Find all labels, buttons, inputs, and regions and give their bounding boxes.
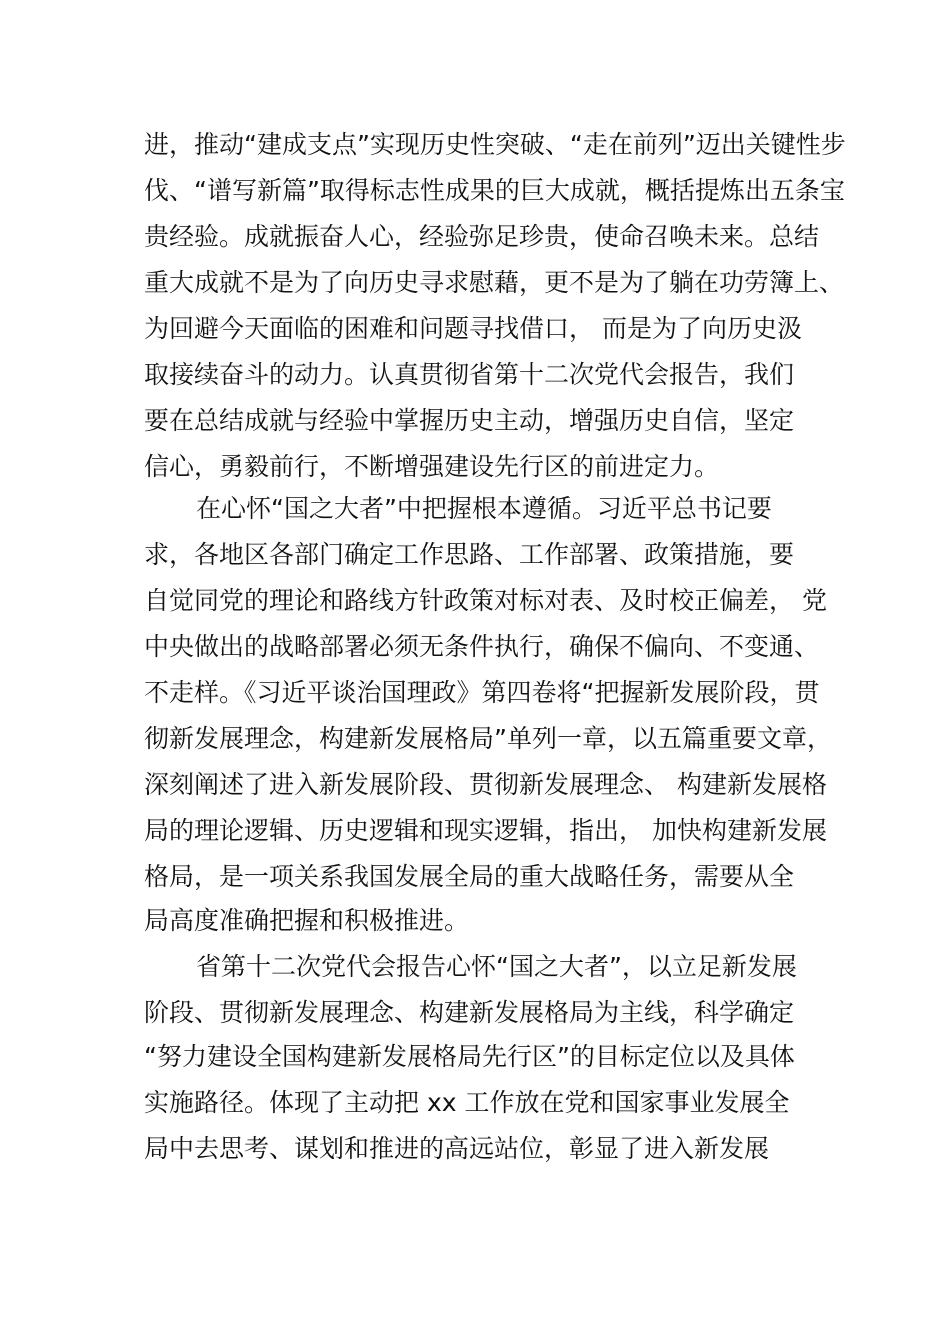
text-line: 取接续奋斗的动力。认真贯彻省第十二次党代会报告，我们	[144, 360, 795, 389]
text-line: 中央做出的战略部署必须无条件执行，确保不偏向、不变通、	[144, 632, 820, 661]
text-line: 重大成就不是为了向历史寻求慰藉，更不是为了躺在功劳簿上、	[144, 268, 845, 297]
text-line: “努力建设全国构建新发展格局先行区”的目标定位以及具体	[144, 1042, 795, 1071]
text-line: 实施路径。体现了主动把 xx 工作放在党和国家事业发展全	[144, 1088, 790, 1117]
text-line: 为回避今天面临的困难和问题寻找借口， 而是为了向历史汲	[144, 314, 802, 343]
text-line: 局中去思考、谋划和推进的高远站位，彰显了进入新发展	[144, 1134, 770, 1163]
text-line: 要在总结成就与经验中掌握历史主动，增强历史自信，坚定	[144, 406, 795, 435]
text-line: 求，各地区各部门确定工作思路、工作部署、政策措施，要	[144, 540, 795, 569]
text-line: 阶段、贯彻新发展理念、构建新发展格局为主线，科学确定	[144, 998, 795, 1027]
text-line: 自觉同党的理论和路线方针政策对标对表、及时校正偏差， 党	[144, 586, 827, 615]
text-line: 不走样。《习近平谈治国理政》第四卷将“把握新发展阶段，贯	[144, 678, 820, 707]
text-line: 进，推动“建成支点”实现历史性突破、“走在前列”迈出关键性步	[144, 130, 846, 159]
text-line: 彻新发展理念，构建新发展格局”单列一章，以五篇重要文章，	[144, 724, 832, 753]
text-line: 深刻阐述了进入新发展阶段、贯彻新发展理念、 构建新发展格	[144, 770, 827, 799]
paragraph-first-line: 省第十二次党代会报告心怀“国之大者”，以立足新发展	[196, 952, 797, 981]
text-line: 伐、“谱写新篇”取得标志性成果的巨大成就，概括提炼出五条宝	[144, 176, 845, 205]
text-line: 局高度准确把握和积极推进。	[144, 906, 470, 935]
text-line: 格局，是一项关系我国发展全局的重大战略任务，需要从全	[144, 862, 795, 891]
text-line: 信心，勇毅前行，不断增强建设先行区的前进定力。	[144, 452, 720, 481]
paragraph-first-line: 在心怀“国之大者”中把握根本遵循。习近平总书记要	[196, 494, 772, 523]
text-line: 贵经验。成就振奋人心，经验弥足珍贵，使命召唤未来。总结	[144, 222, 820, 251]
text-line: 局的理论逻辑、历史逻辑和现实逻辑，指出， 加快构建新发展	[144, 816, 827, 845]
